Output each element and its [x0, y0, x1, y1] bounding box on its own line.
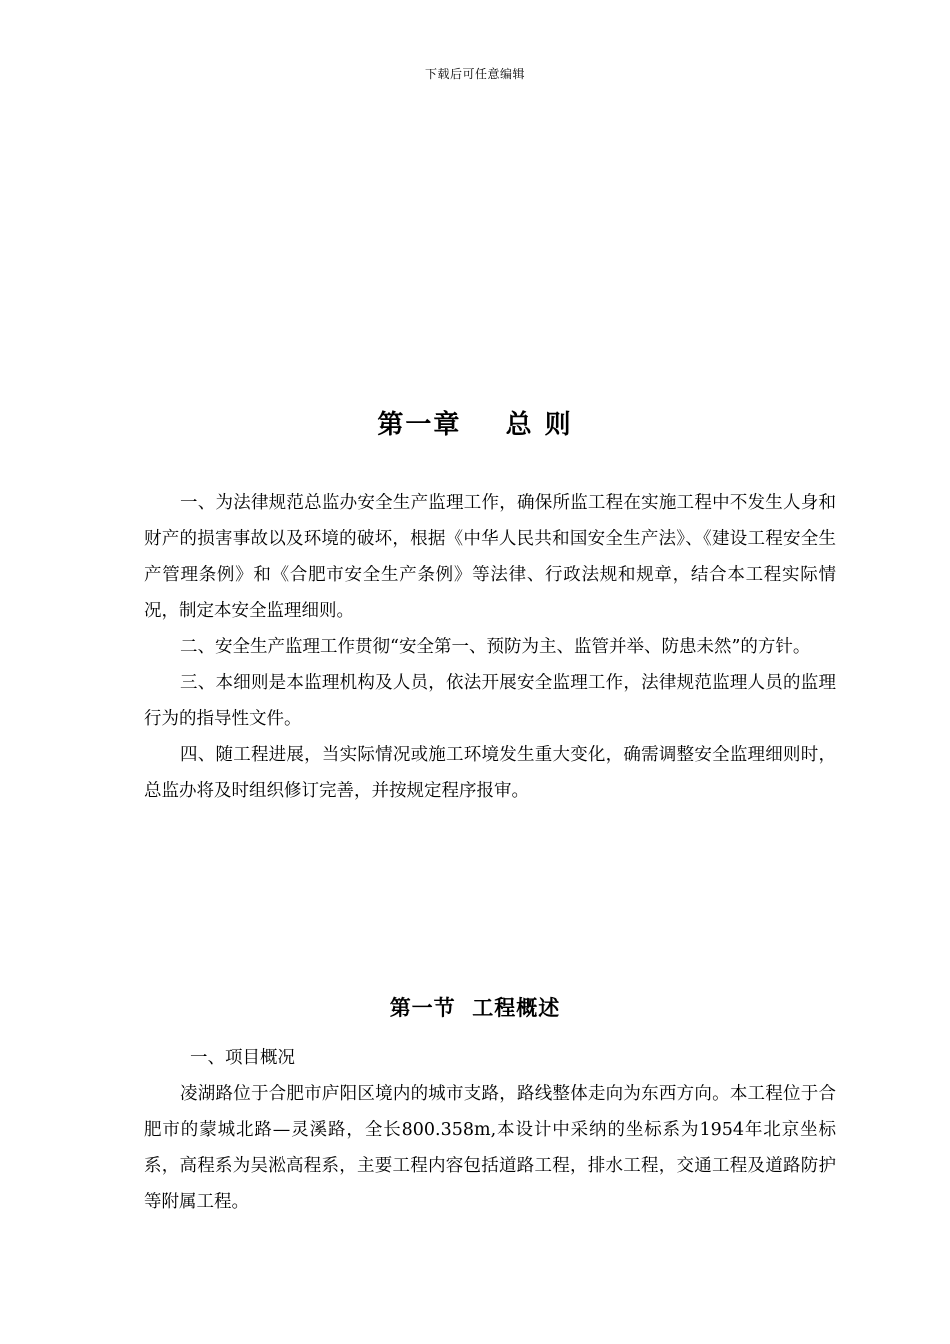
section-body	[144, 1040, 836, 1220]
chapter-body	[144, 485, 836, 809]
paragraph: 凌湖路位于合肥市庐阳区境内的城市支路，路线整体走向为东西方向。本工程位于合肥市的蒙城北路—灵溪路，全长800.358m,本设计中采纳的坐标系为1954年北京坐标系，高程系为吴淞高程系，主要工程内容包括道路工程，排水工程，交通工程及道路防护等附属工程。	[144, 1084, 836, 1212]
section-subheading: 一、项目概况	[190, 1048, 295, 1068]
chapter-title: 第一章 总 则	[377, 410, 573, 440]
paragraph: 一、为法律规范总监办安全生产监理工作，确保所监工程在实施工程中不发生人身和财产的损害事故以及环境的破坏，根据《中华人民共和国安全生产法》、《建设工程安全生产管理条例》和《合肥市安全生产条例》等法律、行政法规和规章，结合本工程实际情况，制定本安全监理细则。	[144, 493, 836, 621]
header-note: 下载后可任意编辑	[424, 67, 525, 81]
paragraph: 二、安全生产监理工作贯彻“安全第一、预防为主、监管并举、防患未然”的方针。	[180, 637, 811, 657]
paragraph: 四、随工程进展，当实际情况或施工环境发生重大变化，确需调整安全监理细则时，总监办将及时组织修订完善，并按规定程序报审。	[144, 745, 836, 801]
section-title: 第一节 工程概述	[389, 995, 561, 1020]
paragraph: 三、本细则是本监理机构及人员，依法开展安全监理工作，法律规范监理人员的监理行为的指导性文件。	[144, 673, 836, 729]
